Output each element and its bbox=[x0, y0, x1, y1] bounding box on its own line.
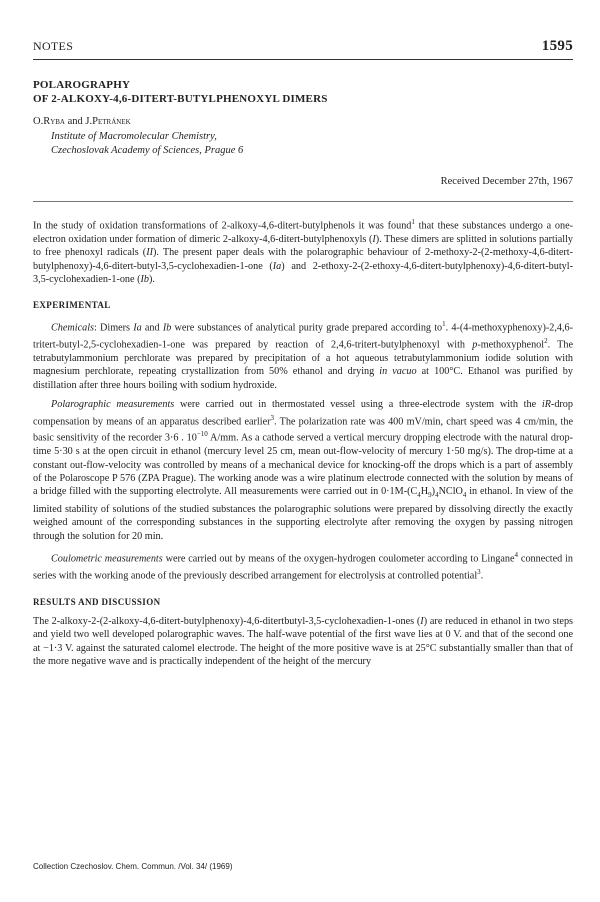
page-number: 1595 bbox=[541, 38, 573, 54]
header-rule bbox=[33, 59, 573, 60]
journal-footer: Collection Czechoslov. Chem. Commun. /Vol. 34/ (1969) bbox=[33, 862, 233, 871]
running-header bbox=[33, 38, 573, 55]
affiliation-line-2: Czechoslovak Academy of Sciences, Prague 6 bbox=[51, 145, 244, 156]
author-1: O.Ryba bbox=[33, 116, 65, 127]
authors bbox=[33, 116, 573, 127]
affiliation bbox=[51, 130, 573, 158]
chemicals-paragraph: Chemicals: Dimers Ia and Ib were substances of analytical purity grade prepared according $to^1$. 4-(4-methoxyphenoxy)-2,4,6-tritert-butyl-2,5-cyclohexadien-1-one was prepared by reaction of 2,4,6-tritert-butylphenoxyl with p-methoxyphenol$^2$. The tetrabutylammonium perchlorate was prepared by precipitation of a hot aqueous tetrabutylammonium iodide solution with magnesium perchlorate, repeating crystallization from 50% ethanol and drying in vacuo at 100°C. Ethanol was purified by distillation after three hours boiling with sodium hydroxide. bbox=[33, 320, 574, 391]
polarographic-paragraph: Polarographic measurements were carried out in thermostated vessel using a three-electrode system with the iR-drop compensation by means of an apparatus described earlier$^3$. The polarization rate was 400 mV/min, chart speed was 4 cm/min, the basic sensitivity of the recorder 3·6 . $10^{-10}$ A/mm. As a cathode served a vertical mercury dropping electrode with the natural drop-time 5·30 s at the open circuit in ethanol (mercury level 25 cm, mean out-flow-velocity of mercury 1·50 mg/s). The drop-time at a constant out-flow-velocity was controlled by means of a mechanical device for knocking-off the drops which is a part of assembly of the Polaroscope P 576 (ZPA Prague). The working anode was a wire platinum electrode connected with the solution by means of a bridge filled with the supporting electrolyte. All measurements were carried out in $0\cdot 1M-(C_4H_9)_4NClO_4$ in ethanol. In view of the limited stability of solutions of the studied substances the polarographic solutions were prepared by dissolving directly the exactly weighed amount of the corresponding substances in the supporting electrolyte after removing the oxygen by passing nitrogen through the solution for 20 min. bbox=[33, 399, 573, 542]
title-line-1: POLAROGRAPHY bbox=[33, 79, 131, 91]
author-and: and bbox=[65, 116, 86, 127]
experimental-heading: EXPERIMENTAL bbox=[33, 300, 111, 311]
page bbox=[33, 38, 573, 668]
author-2: J.Petránek bbox=[85, 116, 131, 127]
intro-paragraph: In the study of oxidation transformations of 2-alkoxy-4,6-ditert-butylphenols it was found$^1$ that these substances undergo a one-electron oxidation under formation of dimeric 2-alkoxy-4,6-ditert-butylphenoxyls (I). These dimers are splitted in solutions partially to free phenoxyl radicals (II). The present paper deals with the polarographic behaviour of 2-methoxy-2-(2-methoxy-4,6-ditert-butylphenoxy)-4,6-ditert-butyl-3,5-cyclohexadien-1-one (Ia) and 2-ethoxy-2-(2-ethoxy-4,6-ditert-butylphenoxy)-4,6-ditert-butyl-3,5-cyclohexadien-1-one (Ib). bbox=[33, 218, 573, 286]
title-line-2: OF 2-ALKOXY-4,6-DITERT-BUTYLPHENOXYL DIMERS bbox=[33, 93, 328, 105]
affiliation-line-1: Institute of Macromolecular Chemistry, bbox=[51, 131, 217, 142]
article-title bbox=[33, 78, 573, 106]
section-label: NOTES bbox=[33, 39, 74, 53]
received-date: Received December 27th, 1967 bbox=[440, 176, 573, 187]
results-paragraph: The 2-alkoxy-2-(2-alkoxy-4,6-ditert-butylphenoxy)-4,6-ditertbutyl-3,5-cyclohexadien-1-ones (I) are reduced in ethanol in two steps and yield two well developed polarographic waves. The half-wave potential of the first wave lies at 0 V. and that of the second one at −1·3 V. against the saturated calomel electrode. The height of the more positive wave is at 25°C substantially smaller than that of the more negative wave and is practically independent of the height of the mercury bbox=[33, 615, 574, 667]
results-heading: RESULTS AND DISCUSSION bbox=[33, 596, 161, 607]
coulometric-paragraph: Coulometric measurements were carried out by means of the oxygen-hydrogen coulometer according to Lingane$^4$ connected in series with the working anode of the previously described arrangement for electrolysis at controlled potential$^3$. bbox=[33, 551, 574, 582]
separator-rule bbox=[33, 201, 573, 202]
